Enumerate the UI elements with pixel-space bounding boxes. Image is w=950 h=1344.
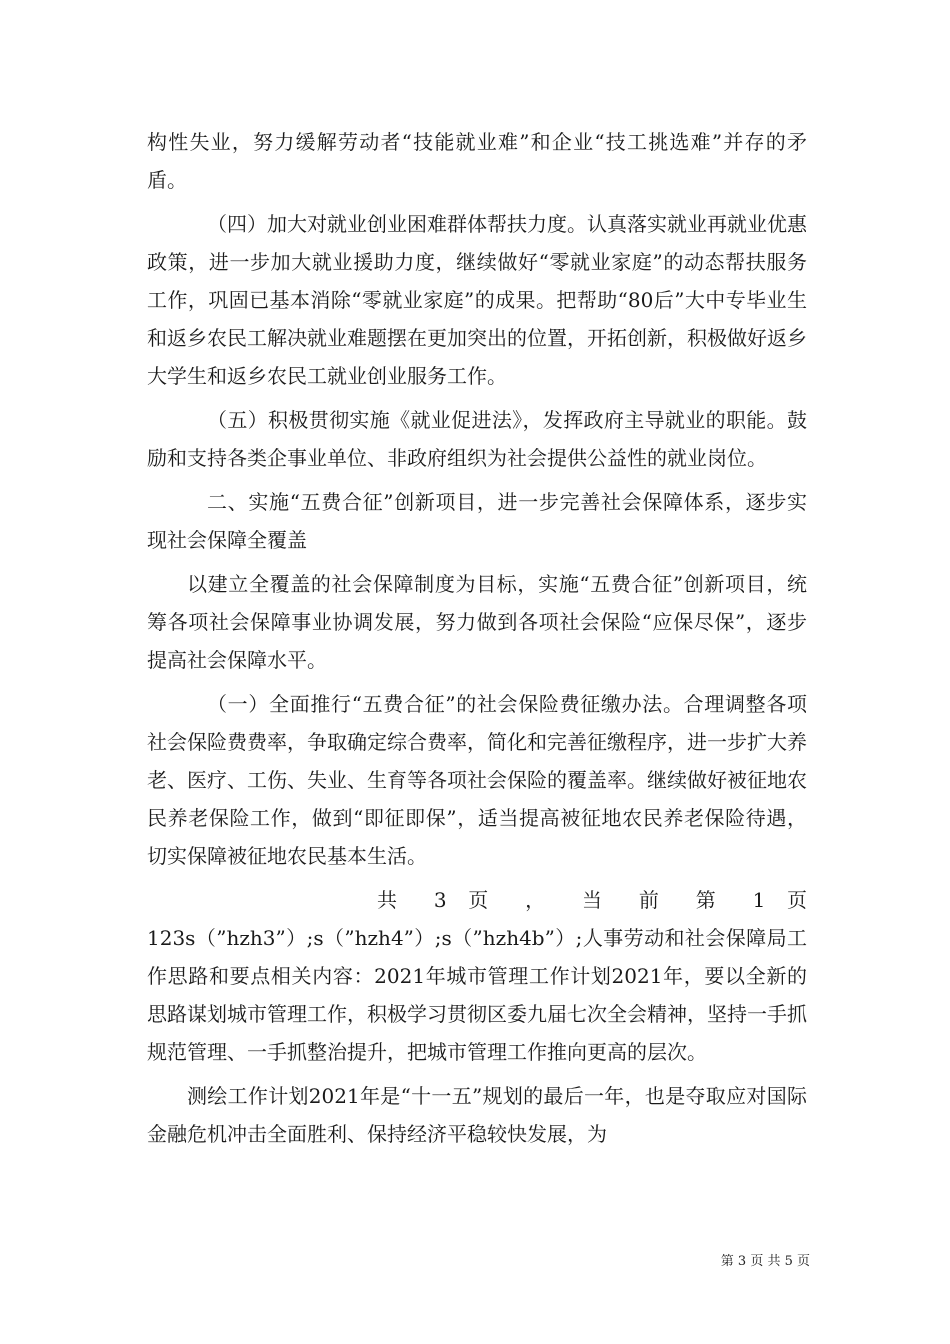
paragraph-section-4: （四）加大对就业创业困难群体帮扶力度。认真落实就业再就业优惠政策，进一步加大就业援助力度，继续做好“零就业家庭”的动态帮扶服务工作，巩固已基本消除“零就业家庭”的成果。把帮助“80后”大中专毕业生和返乡农民工解决就业难题摆在更加突出的位置，开拓创新，积极做好返乡大学生和返乡农民工就业创业服务工作。	[147, 212, 807, 388]
paragraph-continuation: 构性失业，努力缓解劳动者“技能就业难”和企业“技工挑选难”并存的矛盾。	[147, 130, 807, 192]
page-footer-number: 第 3 页 共 5 页	[720, 1254, 810, 1269]
paragraph-section-2-intro: 以建立全覆盖的社会保障制度为目标，实施“五费合征”创新项目，统筹各项社会保障事业协调发展，努力做到各项社会保险“应保尽保”，逐步提高社会保障水平。	[147, 572, 807, 672]
paragraph-section-2-1: （一）全面推行“五费合征”的社会保险费征缴办法。合理调整各项社会保险费费率，争取确定综合费率，简化和完善征缴程序，进一步扩大养老、医疗、工伤、失业、生育等各项社会保险的覆盖率。继续做好被征地农民养老保险工作，做到“即征即保”，适当提高被征地农民养老保险待遇，切实保障被征地农民基本生活。	[147, 692, 807, 868]
document-body	[147, 123, 807, 1159]
heading-section-2: 二、实施“五费合征”创新项目，进一步完善社会保障体系，逐步实现社会保障全覆盖	[147, 490, 807, 552]
paragraph-appended-content: 123s（”hzh3”）;s（”hzh4”）;s（”hzh4b”）;人事劳动和社会保障局工作思路和要点相关内容：2021年城市管理工作计划2021年，要以全新的思路谋划城市管理工作，积极学习贯彻区委九届七次全会精神，坚持一手抓规范管理、一手抓整治提升，把城市管理工作推向更高的层次。	[147, 926, 807, 1064]
paragraph-survey-plan: 测绘工作计划2021年是“十一五”规划的最后一年，也是夺取应对国际金融危机冲击全面胜利、保持经济平稳较快发展，为	[147, 1084, 807, 1146]
paragraph-section-5: （五）积极贯彻实施《就业促进法》，发挥政府主导就业的职能。鼓励和支持各类企事业单位、非政府组织为社会提供公益性的就业岗位。	[147, 408, 807, 470]
inline-page-indicator: 共 3 页 ， 当 前 第 1 页	[377, 888, 807, 912]
